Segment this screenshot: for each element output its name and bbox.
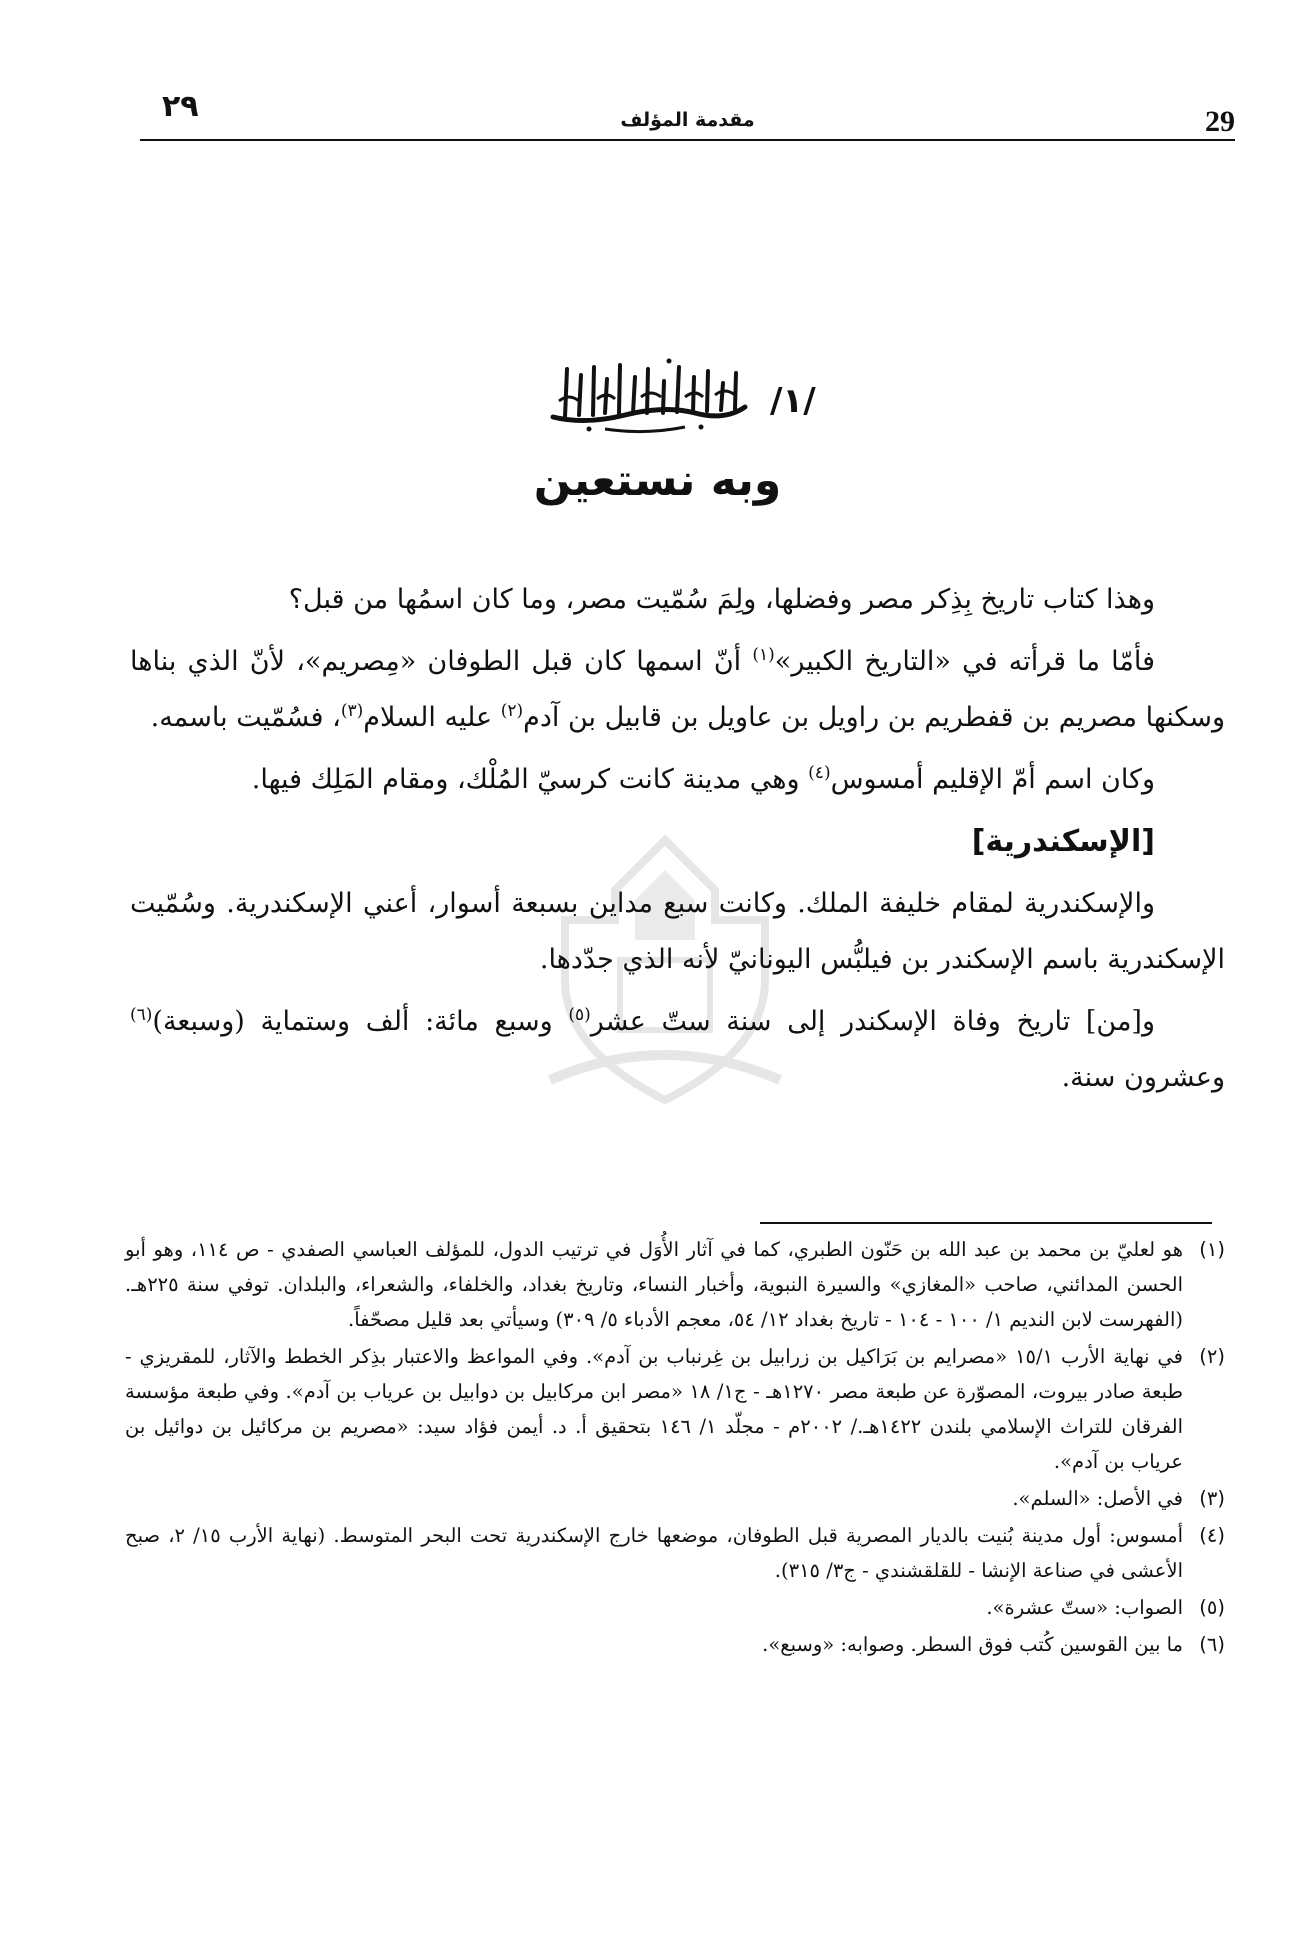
paragraph-text: عليه السلام (363, 702, 501, 733)
footnote-ref-3[interactable]: (٣) (340, 701, 364, 721)
page-number-arabic: ٢٩ (162, 89, 199, 124)
footnote-number: (٢) (1199, 1345, 1225, 1368)
footnote-text: في نهاية الأرب ١٥/١ «مصرايم بن بَرَاكيل بن زرابيل بن غِرنباب بن آدم». وفي المواعظ والاعتبار بذِكر الخطط والآثار، للمقريزي - طبعة صادر بيروت، المصوّرة عن طبعة مصر ١٢٧٠هـ - ج١/ ١٨ «مصر ابن مركابيل بن دوابيل بن عرياب بن آدم». وفي طبعة مؤسسة الفرقان للتراث الإسلامي بلندن ١٤٢٢هـ./ ٢٠٠٢م - مجلّد ١/ ١٤٦ بتحقيق أ. د. أيمن فؤاد سيد: «مصريم بن مركائيل بن دوائيل بن عرياب بن آدم». (125, 1345, 1183, 1473)
invocation-heading: وبه نستعين (533, 455, 782, 506)
body-paragraph-2 (130, 634, 1225, 746)
paragraph-text: وعشرون سنة. (1061, 1062, 1225, 1093)
footnote-ref-4[interactable]: (٤) (808, 763, 831, 783)
footnotes (125, 1232, 1225, 1664)
footnote-text: في الأصل: «السلم». (1012, 1487, 1183, 1510)
page-number-latin: 29 (1205, 105, 1235, 138)
footnote-separator (760, 1222, 1212, 1224)
footnote-text: الصواب: «ستّ عشرة». (986, 1596, 1183, 1619)
section-heading: [الإسكندرية] (971, 824, 1155, 859)
paragraph-text: وهذا كتاب تاريخ بِذِكر مصر وفضلها، ولِمَ سُمّيت مصر، وما كان اسمُها من قبل؟ (288, 584, 1155, 615)
body-paragraph-1 (130, 572, 1225, 628)
paragraph-text: ، فسُمّيت باسمه. (150, 702, 341, 733)
footnote-ref-2[interactable]: (٢) (500, 701, 524, 721)
running-header (140, 89, 1235, 141)
body-paragraph-5 (130, 994, 1225, 1106)
footnote-1 (125, 1232, 1225, 1337)
footnote-text: ما بين القوسين كُتب فوق السطر. وصوابه: «وسبع». (762, 1633, 1183, 1656)
paragraph-text: والإسكندرية لمقام خليفة الملك. وكانت سبع مداين بسبعة أسوار، أعني الإسكندرية. وسُمّيت الإسكندرية باسم الإسكندر بن فيلبُّس اليونانيّ لأنه الذي جدّدها. (130, 888, 1225, 975)
header-title: مقدمة المؤلف (620, 109, 755, 131)
footnote-number: (٥) (1199, 1596, 1225, 1619)
folio-mark: /١/ (770, 381, 816, 421)
footnote-2 (125, 1339, 1225, 1479)
footnote-number: (٤) (1199, 1524, 1225, 1547)
footnote-ref-1[interactable]: (١) (752, 645, 775, 665)
paragraph-text: و[من] تاريخ وفاة الإسكندر إلى سنة ستّ عشر (590, 1006, 1155, 1037)
footnote-number: (٣) (1199, 1487, 1225, 1510)
body-paragraph-4 (130, 876, 1225, 988)
paragraph-text: فأمّا ما قرأته في «التاريخ الكبير» (774, 646, 1155, 677)
footnote-3 (125, 1481, 1225, 1516)
footnote-ref-6[interactable]: (٦) (130, 1005, 153, 1025)
main-text (130, 572, 1225, 1112)
paragraph-text: وكان اسم أمّ الإقليم أمسوس (830, 764, 1155, 795)
basmala-calligraphy-icon (545, 355, 755, 435)
basmala-calligraphy (545, 355, 755, 435)
footnote-text: هو لعليّ بن محمد بن عبد الله بن حَنّون الطبري، كما في آثار الأُوَل في ترتيب الدول، للمؤلف العباسي الصفدي - ص ١١٤، وهو أبو الحسن المدائني، صاحب «المغازي» والسيرة النبوية، وأخبار النساء، وتاريخ بغداد، والخلفاء، والشعراء، والبلدان. توفي سنة ٢٢٥هـ. (الفهرست لابن النديم ١/ ١٠٠ - ١٠٤ - تاريخ بغداد ١٢/ ٥٤، معجم الأدباء ٥/ ٣٠٩) وسيأتي بعد قليل مصحّفاً. (125, 1238, 1183, 1331)
footnote-text: أمسوس: أول مدينة بُنيت بالديار المصرية قبل الطوفان، موضعها خارج الإسكندرية تحت البحر المتوسط. (نهاية الأرب ١٥/ ٢، صبح الأعشى في صناعة الإنشا - للقلقشندي - ج٣/ ٣١٥). (125, 1524, 1183, 1582)
footnote-6 (125, 1627, 1225, 1662)
footnote-5 (125, 1590, 1225, 1625)
body-paragraph-3 (130, 752, 1225, 808)
footnote-number: (١) (1199, 1238, 1225, 1261)
footnote-ref-5[interactable]: (٥) (568, 1005, 591, 1025)
paragraph-text: أنّ اسمها كان قبل الطوفان «مِصريم»، لأنّ الذي بناها وسكنها مصريم بن قفطريم بن راويل بن عاويل بن قابيل بن آدم (130, 646, 1225, 733)
paragraph-text: وهي مدينة كانت كرسيّ المُلْك، ومقام المَلِك فيها. (251, 764, 809, 795)
paragraph-text: وسبع مائة: ألف وستماية (وسبعة) (152, 1006, 569, 1037)
footnote-4 (125, 1518, 1225, 1588)
opening-row (0, 345, 1315, 445)
footnote-number: (٦) (1199, 1633, 1225, 1656)
